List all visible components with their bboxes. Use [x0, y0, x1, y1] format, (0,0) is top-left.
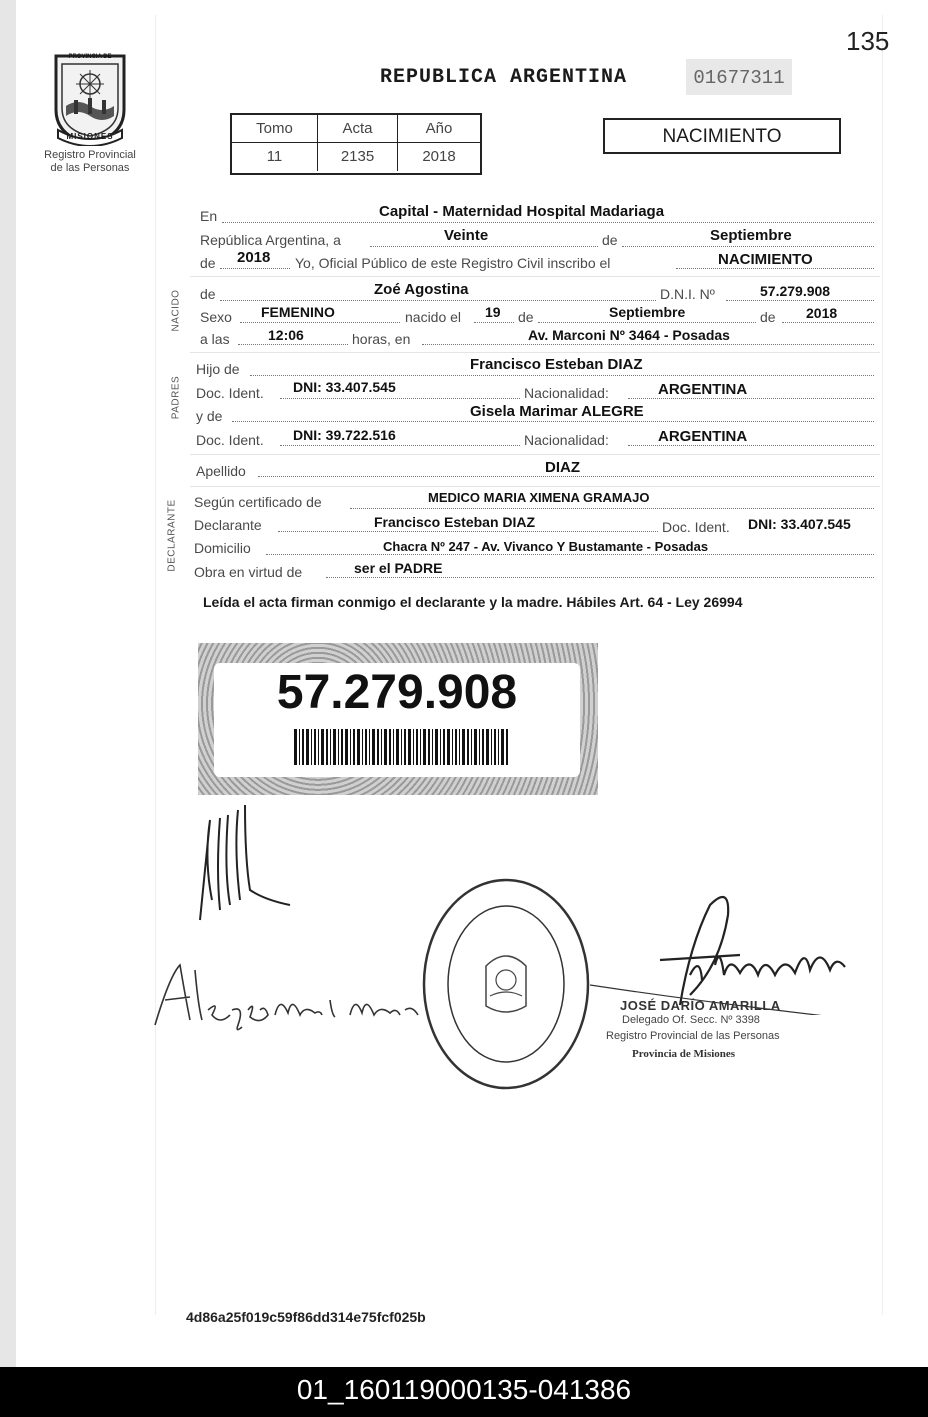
value-certificate-by: MEDICO MARIA XIMENA GRAMAJO [428, 490, 650, 505]
official-office: Registro Provincial de las Personas [606, 1030, 780, 1042]
footer-bar [0, 1367, 928, 1417]
logo-caption-2: de las Personas [50, 162, 130, 174]
dots-en [222, 222, 874, 223]
label-declarant-doc: Doc. Ident. [662, 519, 730, 535]
label-de-birth-month: de [518, 309, 534, 325]
record-type-box: NACIMIENTO [603, 118, 841, 154]
document-hash: 4d86a25f019c59f86dd314e75fcf025b [186, 1309, 426, 1325]
form-right-rule [882, 15, 883, 1315]
dots-dni [726, 300, 874, 301]
ref-table [230, 113, 482, 175]
barcode-icon [294, 729, 508, 765]
page-number: 135 [846, 26, 890, 56]
value-sex: FEMENINO [261, 304, 335, 320]
logo-bottom-text: MISIONES [66, 132, 114, 141]
footer-id: 01_160119000135-041386 [296, 1374, 632, 1405]
label-apellido: Apellido [196, 463, 246, 479]
section-label-declarante: DECLARANTE [166, 499, 178, 572]
ref-value-acta: 2135 [318, 143, 398, 171]
official-name: JOSÉ DARÍO AMARILLA [620, 998, 781, 1013]
official-seal-icon [420, 876, 592, 1092]
value-day-words: Veinte [444, 227, 489, 244]
value-father-name: Francisco Esteban DIAZ [470, 356, 643, 373]
serial-number: 01677311 [686, 59, 792, 95]
value-declarant: Francisco Esteban DIAZ [374, 514, 536, 530]
label-hijo-de: Hijo de [196, 361, 240, 377]
dots-mother-nat [628, 445, 874, 446]
dots-month [622, 246, 874, 247]
value-father-nationality: ARGENTINA [658, 381, 748, 398]
ref-header-ano: Año [398, 115, 480, 143]
signature-official [590, 885, 860, 1015]
dots-name [220, 300, 656, 301]
label-republica: República Argentina, a [200, 232, 341, 248]
dots-capacity [326, 577, 874, 578]
value-declarant-doc: DNI: 33.407.545 [748, 516, 851, 532]
separator-nacido-top [190, 276, 880, 277]
id-sticker [198, 643, 598, 795]
dots-birth-month [538, 322, 756, 323]
separator-padres-top [190, 352, 880, 353]
label-father-nationality: Nacionalidad: [524, 385, 609, 401]
label-en: En [200, 208, 218, 224]
ref-header-acta: Acta [318, 115, 398, 143]
dots-event [676, 268, 874, 269]
dots-birth-day [474, 322, 514, 323]
value-year: 2018 [237, 249, 271, 266]
closing-note: Leída el acta firman conmigo el declarante y la madre. Hábiles Art. 64 - Ley 26994 [203, 594, 743, 610]
value-mother-name: Gisela Marimar ALEGRE [470, 403, 644, 420]
signature-mother [150, 955, 440, 1035]
dots-year [220, 268, 290, 269]
value-surname: DIAZ [545, 459, 580, 476]
label-de-name: de [200, 286, 216, 302]
dots-mother [232, 421, 874, 422]
value-birth-month: Septiembre [609, 304, 686, 320]
value-mother-doc: DNI: 39.722.516 [293, 427, 396, 443]
dots-time [238, 344, 348, 345]
label-domicilio: Domicilio [194, 540, 251, 556]
logo-caption-1: Registro Provincial [44, 149, 136, 161]
dots-mother-doc [280, 445, 520, 446]
province-logo [48, 50, 132, 146]
label-y-de: y de [196, 408, 223, 424]
ref-value-ano: 2018 [422, 148, 456, 165]
dots-address [266, 554, 874, 555]
dots-father-doc [280, 398, 520, 399]
separator-declarante-top [190, 486, 880, 487]
section-label-nacido: NACIDO [170, 289, 182, 332]
value-birth-time: 12:06 [268, 327, 304, 343]
value-capacity: ser el PADRE [354, 560, 443, 576]
value-mother-nationality: ARGENTINA [658, 428, 748, 445]
label-segun-cert: Según certificado de [194, 494, 322, 510]
label-inscribo: Yo, Oficial Público de este Registro Civil inscribo el [295, 255, 611, 271]
value-event: NACIMIENTO [718, 251, 813, 268]
label-de-month: de [602, 232, 618, 248]
id-sticker-number: 57.279.908 [276, 666, 518, 719]
ref-value-tomo: 11 [232, 143, 318, 171]
signature-declarant [190, 800, 300, 930]
value-dni: 57.279.908 [760, 283, 831, 299]
value-birth-day: 19 [485, 304, 501, 320]
value-place: Capital - Maternidad Hospital Madariaga [379, 203, 665, 220]
label-de-birth-year: de [760, 309, 776, 325]
value-address: Chacra Nº 247 - Av. Vivanco Y Bustamante - Posadas [383, 539, 709, 554]
value-name: Zoé Agostina [374, 281, 469, 298]
official-title: Delegado Of. Secc. Nº 3398 [622, 1014, 760, 1026]
label-obra-virtud: Obra en virtud de [194, 564, 303, 580]
section-label-padres: PADRES [170, 375, 182, 420]
ref-header-tomo: Tomo [232, 115, 318, 143]
dots-day [370, 246, 598, 247]
label-dni: D.N.I. Nº [660, 286, 715, 302]
dots-father [250, 375, 874, 376]
value-birth-year: 2018 [806, 305, 838, 321]
label-a-las: a las [200, 331, 230, 347]
label-nacido-el: nacido el [405, 309, 462, 325]
label-de-year: de [200, 255, 216, 271]
separator-apellido-top [190, 454, 880, 455]
label-sexo: Sexo [200, 309, 232, 325]
label-declarante: Declarante [194, 517, 262, 533]
left-margin-strip [0, 0, 16, 1367]
official-province: Provincia de Misiones [632, 1048, 736, 1060]
label-mother-nationality: Nacionalidad: [524, 432, 609, 448]
label-horas-en: horas, en [352, 331, 411, 347]
form-left-rule [155, 15, 156, 1315]
value-father-doc: DNI: 33.407.545 [293, 379, 396, 395]
dots-cert [350, 508, 874, 509]
value-birth-place: Av. Marconi Nº 3464 - Posadas [528, 327, 730, 343]
value-month: Septiembre [710, 227, 792, 244]
logo-arc-text: PROVINCIA DE [68, 54, 112, 60]
dots-sexo [240, 322, 400, 323]
seal-inner-text [0, 0, 1, 1]
label-father-doc: Doc. Ident. [196, 385, 264, 401]
dots-birth-year [782, 322, 874, 323]
country-title: REPUBLICA ARGENTINA [380, 66, 628, 89]
label-mother-doc: Doc. Ident. [196, 432, 264, 448]
dots-declarant [278, 531, 658, 532]
dots-father-nat [628, 398, 874, 399]
dots-birth-place [422, 344, 874, 345]
dots-surname [258, 476, 874, 477]
